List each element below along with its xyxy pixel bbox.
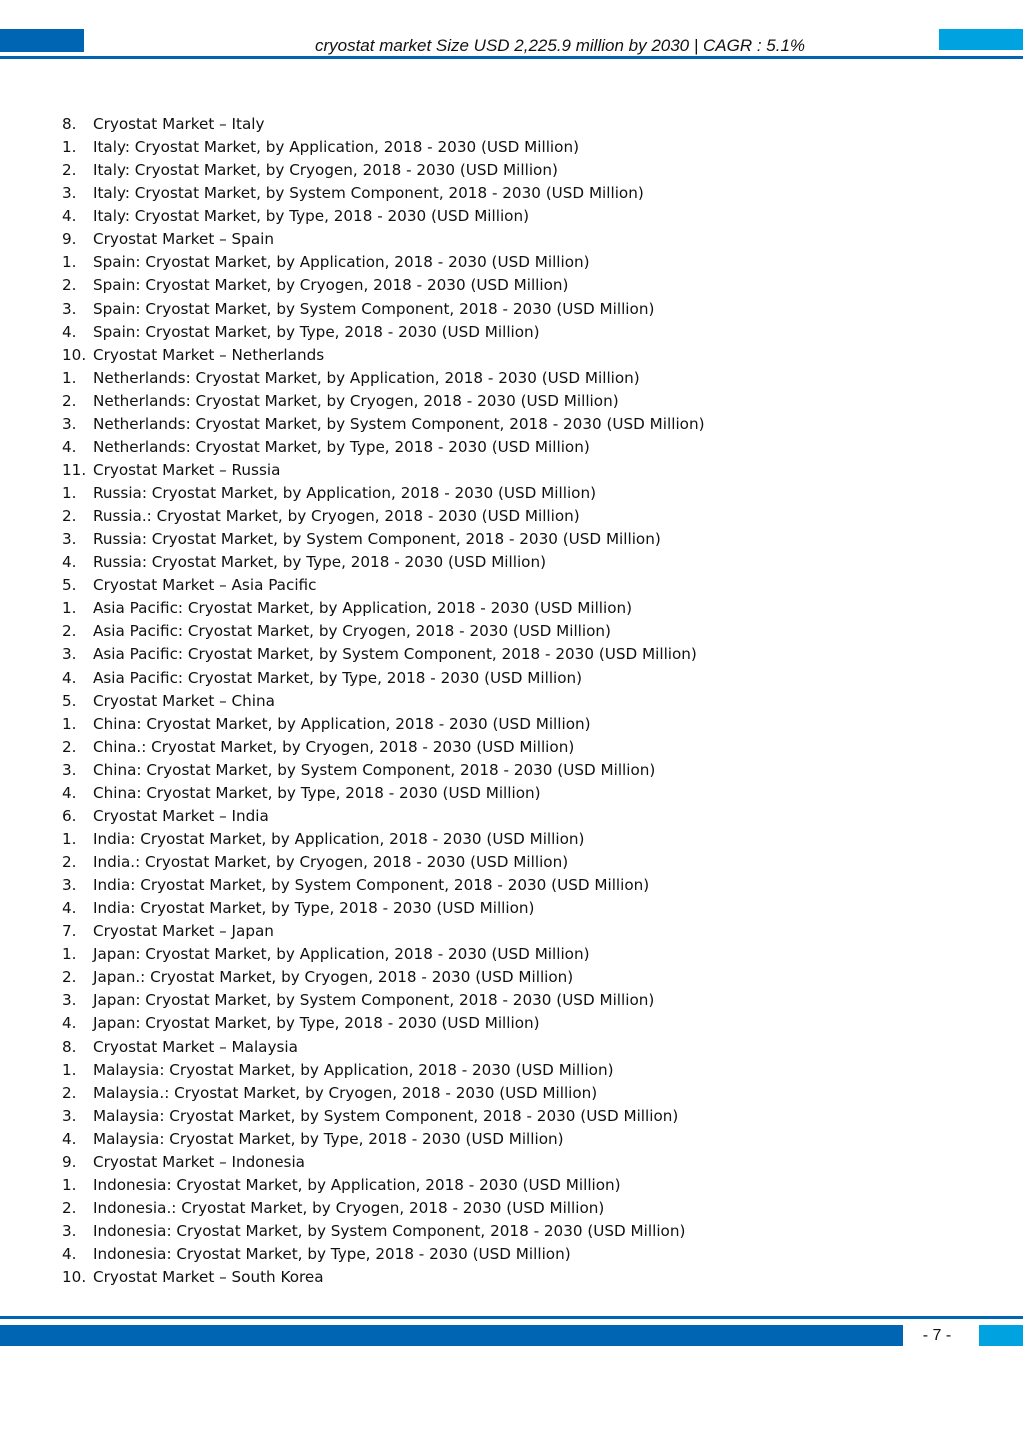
toc-entry [62, 551, 705, 574]
footer-bar [0, 1325, 903, 1346]
toc-entry-text: Netherlands: Cryostat Market, by Type, 2018 - 2030 (USD Million) [93, 437, 590, 456]
toc-entry-number: 2. [62, 161, 77, 180]
toc-entry-number: 11. [62, 460, 87, 479]
toc-entry [62, 1266, 705, 1289]
toc-entry-number: 4. [62, 322, 77, 341]
toc-entry-text: Netherlands: Cryostat Market, by System Component, 2018 - 2030 (USD Million) [93, 414, 705, 433]
toc-entry-number: 2. [62, 968, 77, 987]
toc-entry-number: 4. [62, 1129, 77, 1148]
toc-entry [62, 113, 705, 136]
toc-entry-number: 4. [62, 783, 77, 802]
toc-entry-number: 1. [62, 1175, 77, 1194]
toc-entry [62, 1128, 705, 1151]
toc-entry-number: 2. [62, 276, 77, 295]
toc-entry-text: Spain: Cryostat Market, by System Component, 2018 - 2030 (USD Million) [93, 299, 655, 318]
toc-entry-number: 3. [62, 1106, 77, 1125]
toc-entry-number: 4. [62, 1014, 77, 1033]
toc-entry-number: 1. [62, 714, 77, 733]
toc-entry-number: 1. [62, 945, 77, 964]
toc-entry [62, 989, 705, 1012]
toc-entry-text: Asia Pacific: Cryostat Market, by Application, 2018 - 2030 (USD Million) [93, 599, 633, 618]
toc-entry-number: 7. [62, 922, 77, 941]
toc-entry-number: 3. [62, 184, 77, 203]
toc-entry [62, 574, 705, 597]
toc-entry [62, 667, 705, 690]
toc-entry [62, 228, 705, 251]
toc-entry [62, 782, 705, 805]
toc-entry-text: Cryostat Market – China [93, 691, 275, 710]
toc-entry-number: 4. [62, 437, 77, 456]
toc-entry-number: 5. [62, 691, 77, 710]
toc-entry-number: 2. [62, 853, 77, 871]
toc-entry [62, 505, 705, 528]
toc-entry-number: 1. [62, 599, 77, 618]
toc-entry-text: Cryostat Market – Japan [93, 922, 274, 941]
toc-entry-text: Malaysia: Cryostat Market, by Application, 2018 - 2030 (USD Million) [93, 1060, 614, 1079]
toc-entry [62, 897, 705, 920]
toc-entry-text: Spain: Cryostat Market, by Application, 2018 - 2030 (USD Million) [93, 253, 590, 272]
toc-entry-number: 9. [62, 230, 77, 249]
toc-entry-text: Spain: Cryostat Market, by Type, 2018 - 2030 (USD Million) [93, 322, 540, 341]
toc-entry [62, 1243, 705, 1266]
toc-entry [62, 620, 705, 643]
toc-entry-text: Cryostat Market – Spain [93, 230, 274, 249]
toc-entry-text: Netherlands: Cryostat Market, by Application, 2018 - 2030 (USD Million) [93, 368, 640, 387]
toc-entry-number: 3. [62, 299, 77, 318]
toc-entry [62, 713, 705, 736]
toc-entry [62, 759, 705, 782]
toc-entry-text: Cryostat Market – Italy [93, 115, 265, 133]
toc-entry-text: Cryostat Market – Malaysia [93, 1037, 298, 1056]
toc-entry [62, 528, 705, 551]
toc-entry [62, 321, 705, 344]
toc-entry-text: Cryostat Market – Indonesia [93, 1152, 305, 1171]
toc-entry-number: 4. [62, 899, 77, 918]
toc-entry [62, 367, 705, 390]
toc-entry-text: India: Cryostat Market, by Application, 2018 - 2030 (USD Million) [93, 829, 585, 848]
toc-entry-number: 4. [62, 668, 77, 687]
toc-entry-number: 2. [62, 1198, 77, 1217]
toc-entry-text: Asia Pacific: Cryostat Market, by Cryogen, 2018 - 2030 (USD Million) [93, 622, 611, 641]
toc-entry-text: China: Cryostat Market, by Application, 2018 - 2030 (USD Million) [93, 714, 591, 733]
toc-entry-text: Cryostat Market – Netherlands [93, 345, 325, 364]
toc-entry-text: Indonesia: Cryostat Market, by System Component, 2018 - 2030 (USD Million) [93, 1222, 686, 1240]
toc-entry-text: Malaysia.: Cryostat Market, by Cryogen, 2018 - 2030 (USD Million) [93, 1083, 598, 1102]
toc-entry-text: Russia: Cryostat Market, by System Component, 2018 - 2030 (USD Million) [93, 530, 661, 549]
toc-entry-text: China: Cryostat Market, by Type, 2018 - 2030 (USD Million) [93, 783, 541, 802]
toc-entry-number: 4. [62, 553, 77, 572]
toc-entry-text: Italy: Cryostat Market, by Type, 2018 - 2030 (USD Million) [93, 207, 530, 226]
toc-entry [62, 966, 705, 989]
toc-entry [62, 159, 705, 182]
toc-entry-number: 8. [62, 115, 77, 133]
toc-entry [62, 828, 705, 851]
toc-entry-number: 5. [62, 576, 77, 595]
toc-entry [62, 1082, 705, 1105]
toc-entry [62, 482, 705, 505]
toc-entry [62, 1059, 705, 1082]
toc-entry-text: Cryostat Market – South Korea [93, 1268, 324, 1287]
toc-entry [62, 643, 705, 666]
toc-entry [62, 1197, 705, 1220]
toc-entry [62, 413, 705, 436]
toc-entry-text: Asia Pacific: Cryostat Market, by System Component, 2018 - 2030 (USD Million) [93, 645, 697, 664]
toc-entry [62, 920, 705, 943]
toc-entry-number: 10. [62, 345, 87, 364]
toc-entry [62, 690, 705, 713]
toc-entry-text: Japan: Cryostat Market, by Type, 2018 - 2030 (USD Million) [93, 1014, 540, 1033]
toc-entry-number: 10. [62, 1268, 87, 1287]
toc-entry-text: China.: Cryostat Market, by Cryogen, 2018 - 2030 (USD Million) [93, 737, 575, 756]
toc-entry [62, 851, 705, 874]
toc-entry-text: Cryostat Market – Russia [93, 460, 281, 479]
toc-entry [62, 1151, 705, 1174]
toc-entry [62, 1036, 705, 1059]
footer-divider [0, 1316, 1023, 1319]
toc-entry [62, 874, 705, 897]
toc-entry-number: 4. [62, 1245, 77, 1264]
toc-entry-text: Italy: Cryostat Market, by Application, 2018 - 2030 (USD Million) [93, 138, 579, 157]
toc-entry-text: Asia Pacific: Cryostat Market, by Type, 2018 - 2030 (USD Million) [93, 668, 583, 687]
toc-entry [62, 298, 705, 321]
toc-entry-number: 2. [62, 737, 77, 756]
toc-entry-text: China: Cryostat Market, by System Component, 2018 - 2030 (USD Million) [93, 760, 656, 779]
toc-entry-text: India: Cryostat Market, by System Component, 2018 - 2030 (USD Million) [93, 876, 650, 895]
toc-entry [62, 736, 705, 759]
toc-entry-number: 2. [62, 1083, 77, 1102]
toc-entry [62, 943, 705, 966]
toc-entry-number: 3. [62, 414, 77, 433]
footer-accent-block-right [979, 1325, 1023, 1346]
toc-entry [62, 182, 705, 205]
toc-entry-text: Indonesia: Cryostat Market, by Type, 2018 - 2030 (USD Million) [93, 1245, 571, 1264]
toc-entry-text: Russia: Cryostat Market, by Application, 2018 - 2030 (USD Million) [93, 484, 597, 502]
toc-entry-number: 1. [62, 1060, 77, 1079]
toc-entry [62, 390, 705, 413]
toc-entry-text: India.: Cryostat Market, by Cryogen, 2018 - 2030 (USD Million) [93, 853, 569, 871]
toc-entry [62, 459, 705, 482]
toc-entry-number: 3. [62, 645, 77, 664]
toc-entry-text: Indonesia: Cryostat Market, by Application, 2018 - 2030 (USD Million) [93, 1175, 621, 1194]
toc-entry-number: 1. [62, 138, 77, 157]
toc-entry-text: Japan.: Cryostat Market, by Cryogen, 2018 - 2030 (USD Million) [93, 968, 574, 987]
toc-entry-text: Netherlands: Cryostat Market, by Cryogen, 2018 - 2030 (USD Million) [93, 391, 619, 410]
page-header-title: cryostat market Size USD 2,225.9 million by 2030 | CAGR : 5.1% [314, 36, 806, 55]
header-accent-block-left [0, 29, 84, 52]
toc-entry [62, 274, 705, 297]
toc-entry-number: 2. [62, 507, 77, 526]
toc-entry-text: Russia.: Cryostat Market, by Cryogen, 2018 - 2030 (USD Million) [93, 507, 580, 526]
toc-entry-text: Indonesia.: Cryostat Market, by Cryogen, 2018 - 2030 (USD Million) [93, 1198, 605, 1217]
toc-entry [62, 344, 705, 367]
toc-entry-text: Italy: Cryostat Market, by Cryogen, 2018 - 2030 (USD Million) [93, 161, 558, 180]
toc-entry-number: 8. [62, 1037, 77, 1056]
toc-entry [62, 1012, 705, 1035]
toc-entry-text: Russia: Cryostat Market, by Type, 2018 - 2030 (USD Million) [93, 553, 547, 572]
toc-entry [62, 1174, 705, 1197]
toc-entry-number: 6. [62, 806, 77, 825]
table-of-contents-list [62, 113, 705, 1289]
toc-entry-number: 1. [62, 368, 77, 387]
toc-entry-number: 2. [62, 391, 77, 410]
toc-entry-number: 4. [62, 207, 77, 226]
toc-entry-text: Cryostat Market – Asia Pacific [93, 576, 317, 595]
toc-entry [62, 597, 705, 620]
toc-entry [62, 805, 705, 828]
toc-entry-number: 3. [62, 530, 77, 549]
toc-entry-text: Italy: Cryostat Market, by System Component, 2018 - 2030 (USD Million) [93, 184, 644, 203]
toc-entry-number: 3. [62, 1222, 77, 1240]
toc-entry [62, 136, 705, 159]
toc-entry [62, 436, 705, 459]
toc-entry-text: Malaysia: Cryostat Market, by Type, 2018 - 2030 (USD Million) [93, 1129, 564, 1148]
toc-entry-number: 2. [62, 622, 77, 641]
header-divider [0, 56, 1023, 59]
toc-entry [62, 205, 705, 228]
toc-entry-text: Japan: Cryostat Market, by System Component, 2018 - 2030 (USD Million) [93, 991, 655, 1010]
toc-entry [62, 1105, 705, 1128]
toc-entry-text: Japan: Cryostat Market, by Application, 2018 - 2030 (USD Million) [93, 945, 590, 964]
toc-entry-number: 1. [62, 829, 77, 848]
toc-entry-number: 9. [62, 1152, 77, 1171]
toc-entry-text: Cryostat Market – India [93, 806, 269, 825]
toc-entry-number: 1. [62, 253, 77, 272]
toc-entry-text: India: Cryostat Market, by Type, 2018 - 2030 (USD Million) [93, 899, 535, 918]
header-accent-block-right [939, 29, 1023, 50]
page-number: - 7 - [922, 1327, 952, 1344]
toc-entry-text: Spain: Cryostat Market, by Cryogen, 2018 - 2030 (USD Million) [93, 276, 569, 295]
toc-entry-number: 3. [62, 991, 77, 1010]
toc-entry-number: 3. [62, 760, 77, 779]
toc-entry-text: Malaysia: Cryostat Market, by System Component, 2018 - 2030 (USD Million) [93, 1106, 679, 1125]
toc-entry [62, 251, 705, 274]
toc-entry-number: 3. [62, 876, 77, 895]
toc-entry-number: 1. [62, 484, 77, 502]
toc-entry [62, 1220, 705, 1243]
